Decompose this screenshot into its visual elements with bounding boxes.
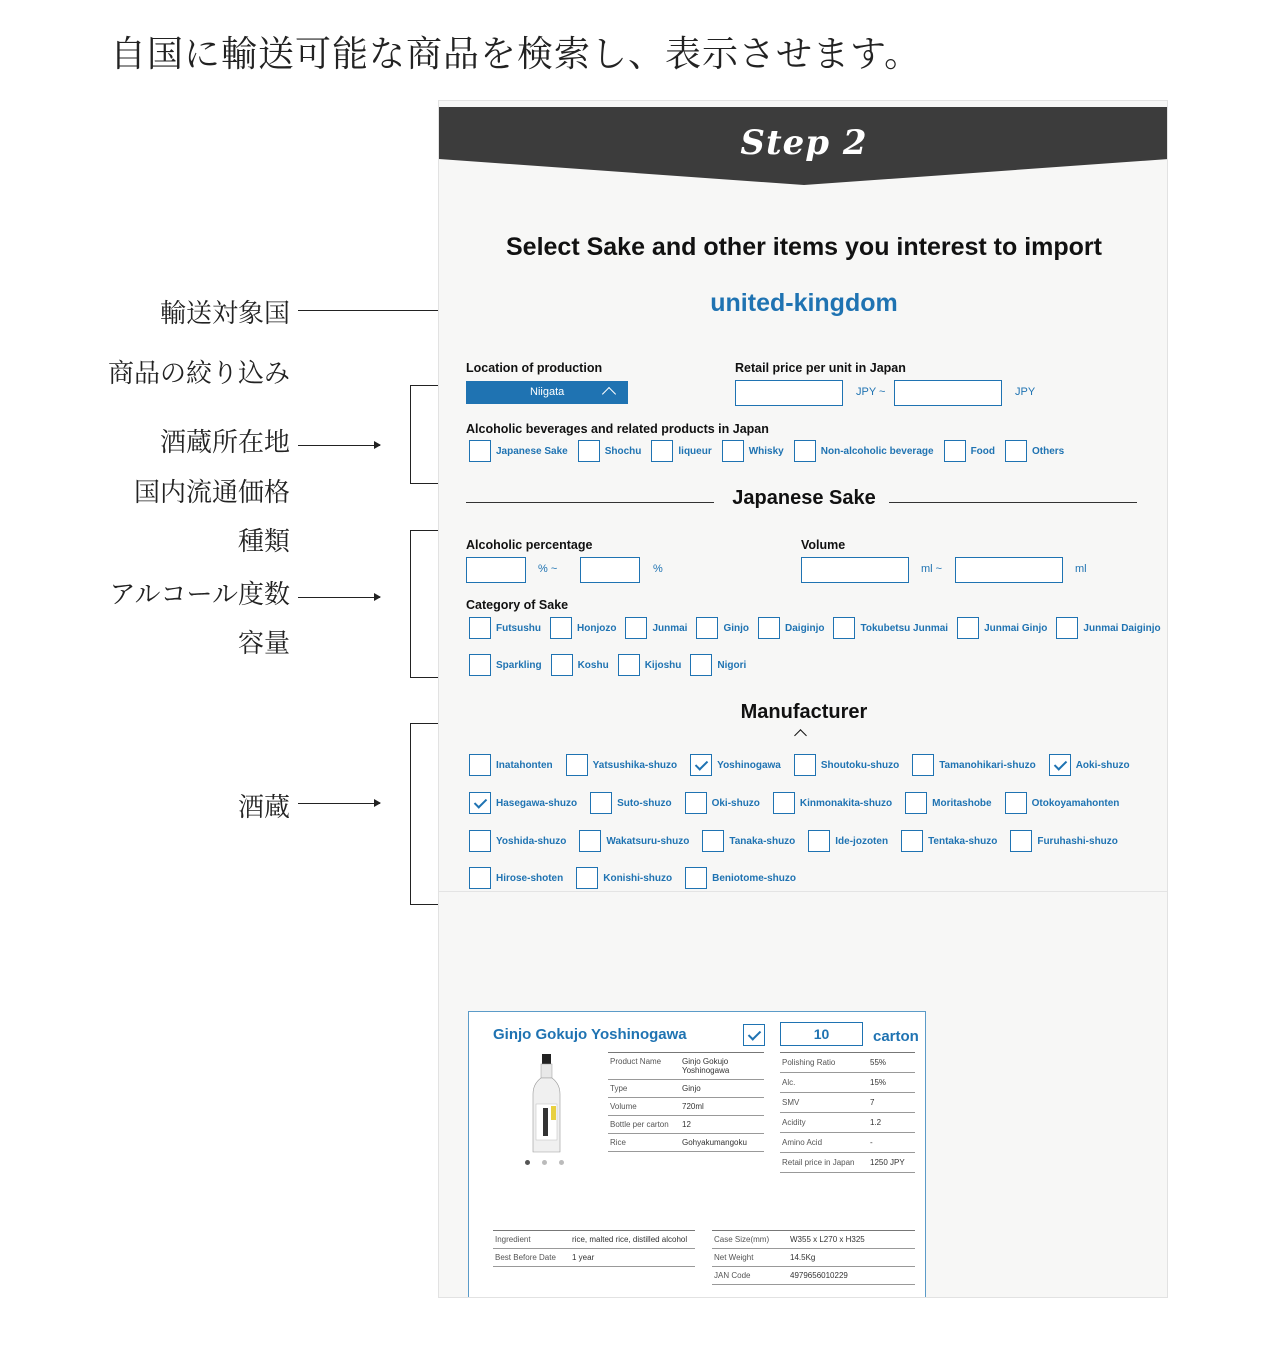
manufacturer-yoshinogawa[interactable] [690, 754, 781, 776]
manufacturer-row-1 [469, 754, 1143, 776]
carousel-dot[interactable] [559, 1160, 564, 1165]
beverage-label: Japanese Sake [496, 445, 568, 457]
manufacturer-wakatsuru-shuzo[interactable] [579, 830, 689, 852]
sake-section-title: Japanese Sake [732, 487, 876, 509]
manufacturer-checkbox[interactable] [576, 867, 598, 889]
beverage-label: Food [970, 445, 995, 457]
spec-row [780, 1133, 915, 1153]
manufacturer-label: Oki-shuzo [711, 797, 760, 809]
manufacturer-checkbox[interactable] [590, 792, 612, 814]
image-carousel-dots[interactable] [525, 1160, 564, 1165]
manufacturer-konishi-shuzo[interactable] [576, 867, 672, 889]
spec-row [493, 1231, 695, 1249]
manufacturer-ide-jozoten[interactable] [808, 830, 888, 852]
manufacturer-checkbox[interactable] [1010, 830, 1032, 852]
spec-value: 15% [870, 1078, 887, 1087]
spec-key: Volume [610, 1102, 637, 1111]
manufacturer-suto-shuzo[interactable] [590, 792, 671, 814]
manufacturer-checkbox[interactable] [702, 830, 724, 852]
category-junmai-daiginjo[interactable] [1056, 617, 1160, 639]
beverage-checkbox[interactable] [794, 440, 816, 462]
beverage-food[interactable] [944, 440, 995, 462]
quantity-input[interactable]: 10 [780, 1022, 863, 1046]
spec-table-bottom-left [493, 1230, 695, 1267]
manufacturer-otokoyamahonten[interactable] [1005, 792, 1120, 814]
manufacturer-row-3 [469, 830, 1131, 852]
manufacturer-title: Manufacturer [740, 701, 868, 723]
manufacturer-checkbox[interactable] [905, 792, 927, 814]
spec-key: Rice [610, 1138, 627, 1147]
beverage-shochu[interactable] [578, 440, 642, 462]
beverage-japanese-sake[interactable] [469, 440, 568, 462]
category-kijoshu[interactable] [618, 654, 682, 676]
spec-value: 1250 JPY [870, 1158, 905, 1167]
spec-key: Type [610, 1084, 628, 1093]
annotation-target-country: 輸送対象国 [159, 299, 290, 329]
beverage-liqueur[interactable] [651, 440, 711, 462]
spec-key: Acidity [782, 1118, 806, 1127]
manufacturer-tanaka-shuzo[interactable] [702, 830, 795, 852]
spec-row [780, 1073, 915, 1093]
spec-key: Polishing Ratio [782, 1058, 836, 1067]
manufacturer-aoki-shuzo[interactable] [1049, 754, 1130, 776]
category-checkbox[interactable] [1056, 617, 1078, 639]
quantity-unit: carton [873, 1028, 919, 1045]
spec-table-right [780, 1052, 915, 1173]
manufacturer-checkbox[interactable] [469, 792, 491, 814]
product-title: Ginjo Gokujo Yoshinogawa [493, 1026, 687, 1043]
category-label: Ginjo [723, 622, 750, 634]
category-row-2 [469, 654, 755, 676]
manufacturer-label: Suto-shuzo [617, 797, 672, 809]
country-name: united-kingdom [710, 289, 898, 317]
manufacturer-yoshida-shuzo[interactable] [469, 830, 566, 852]
manufacturer-label: Otokoyamahonten [1031, 797, 1120, 809]
product-select-checkbox[interactable] [743, 1024, 765, 1046]
volume-max-input[interactable] [955, 557, 1063, 583]
category-futsushu[interactable] [469, 617, 541, 639]
manufacturer-label: Yoshida-shuzo [496, 835, 567, 847]
annotation-domestic-price: 国内流通価格 [133, 478, 290, 508]
manufacturer-label: Konishi-shuzo [603, 872, 673, 884]
category-sparkling[interactable] [469, 654, 542, 676]
spec-value: Ginjo [682, 1084, 701, 1093]
manufacturer-label: Aoki-shuzo [1075, 759, 1130, 771]
category-label: Nigori [717, 659, 747, 671]
spec-row [608, 1080, 764, 1098]
category-checkbox[interactable] [957, 617, 979, 639]
alcohol-min-input[interactable] [466, 557, 526, 583]
category-nigori[interactable] [690, 654, 746, 676]
beverages-label: Alcoholic beverages and related products in Japan [466, 422, 769, 436]
spec-key: Retail price in Japan [782, 1158, 855, 1167]
manufacturer-hirose-shoten[interactable] [469, 867, 563, 889]
manufacturer-checkbox[interactable] [773, 792, 795, 814]
category-ginjo[interactable] [696, 617, 749, 639]
spec-key: JAN Code [714, 1271, 751, 1280]
spec-row [608, 1098, 764, 1116]
spec-row [608, 1134, 764, 1152]
location-label: Location of production [466, 361, 603, 375]
category-label: Junmai Daiginjo [1083, 622, 1161, 634]
manufacturer-checkbox[interactable] [690, 754, 712, 776]
annotation-capacity: 容量 [237, 629, 290, 659]
beverage-label: Non-alcoholic beverage [820, 445, 934, 457]
spec-value: 1 year [572, 1253, 595, 1262]
manufacturer-row-4 [469, 867, 809, 889]
category-label: Koshu [577, 659, 609, 671]
bracket-filters [410, 385, 440, 484]
category-checkbox[interactable] [550, 617, 572, 639]
spec-key: Net Weight [714, 1253, 754, 1262]
spec-table-left [608, 1052, 764, 1152]
annotation-type: 種類 [237, 527, 290, 557]
manufacturer-checkbox[interactable] [469, 867, 491, 889]
category-checkbox[interactable] [625, 617, 647, 639]
manufacturer-label: Yoshinogawa [717, 759, 781, 771]
category-label: Kijoshu [644, 659, 682, 671]
beverage-checkbox[interactable] [469, 440, 491, 462]
manufacturer-label: Hirose-shoten [496, 872, 564, 884]
beverage-checkbox[interactable] [944, 440, 966, 462]
price-unit-to: JPY [1015, 386, 1036, 398]
beverage-checkbox[interactable] [651, 440, 673, 462]
spec-value: 55% [870, 1058, 887, 1067]
spec-value: 14.5Kg [790, 1253, 816, 1262]
category-row-1 [469, 617, 1168, 639]
sake-bottle-image[interactable] [495, 1052, 597, 1155]
spec-row [712, 1231, 915, 1249]
beverage-whisky[interactable] [722, 440, 784, 462]
category-junmai-ginjo[interactable] [957, 617, 1047, 639]
manufacturer-label: Tentaka-shuzo [928, 835, 998, 847]
manufacturer-checkbox[interactable] [1005, 792, 1027, 814]
price-unit-from: JPY ~ [856, 386, 886, 398]
alcohol-max-input[interactable] [580, 557, 640, 583]
spec-key: Product Name [610, 1057, 662, 1066]
category-checkbox[interactable] [551, 654, 573, 676]
spec-row [493, 1249, 695, 1267]
volume-unit-from: ml ~ [921, 563, 943, 575]
manufacturer-checkbox[interactable] [685, 792, 707, 814]
annotation-brewery: 酒蔵 [237, 793, 290, 823]
price-min-input[interactable] [735, 380, 843, 406]
category-label: Honjozo [577, 622, 617, 634]
bracket-sake [410, 530, 440, 678]
volume-min-input[interactable] [801, 557, 909, 583]
spec-value: 7 [870, 1098, 875, 1107]
spec-key: Amino Acid [782, 1138, 823, 1147]
bracket-manufacturer [410, 723, 440, 905]
manufacturer-label: Furuhashi-shuzo [1037, 835, 1118, 847]
category-label: Tokubetsu Junmai [860, 622, 949, 634]
spec-key: Ingredient [495, 1235, 531, 1244]
category-label: Futsushu [496, 622, 541, 634]
category-junmai[interactable] [625, 617, 687, 639]
manufacturer-checkbox[interactable] [912, 754, 934, 776]
volume-unit-to: ml [1075, 563, 1087, 575]
category-koshu[interactable] [551, 654, 609, 676]
category-checkbox[interactable] [758, 617, 780, 639]
manufacturer-label: Hasegawa-shuzo [496, 797, 578, 809]
beverage-checkbox[interactable] [722, 440, 744, 462]
beverage-checkbox[interactable] [1005, 440, 1027, 462]
manufacturer-checkbox[interactable] [469, 754, 491, 776]
annotation-filter: 商品の絞り込み [107, 359, 290, 389]
manufacturer-inatahonten[interactable] [469, 754, 553, 776]
category-label: Category of Sake [466, 598, 569, 612]
manufacturer-label: Yatsushika-shuzo [592, 759, 678, 771]
category-daiginjo[interactable] [758, 617, 824, 639]
arrow-alcohol [298, 597, 380, 598]
beverage-label: Whisky [748, 445, 784, 457]
manufacturer-oki-shuzo[interactable] [685, 792, 760, 814]
beverage-label: liqueur [678, 445, 712, 457]
manufacturer-label: Kinmonakita-shuzo [799, 797, 893, 809]
alcohol-unit-from: % ~ [538, 563, 558, 575]
manufacturer-yatsushika-shuzo[interactable] [566, 754, 677, 776]
manufacturer-moritashobe[interactable] [905, 792, 991, 814]
manufacturer-checkbox[interactable] [808, 830, 830, 852]
spec-key: Case Size(mm) [714, 1235, 770, 1244]
spec-value: rice, malted rice, distilled alcohol [572, 1235, 688, 1244]
manufacturer-checkbox[interactable] [469, 830, 491, 852]
spec-row [780, 1093, 915, 1113]
location-select[interactable] [466, 381, 628, 404]
chevron-up-icon[interactable] [794, 729, 807, 742]
screenshot-panel [438, 100, 1168, 1298]
beverage-label: Shochu [604, 445, 642, 457]
manufacturer-checkbox[interactable] [1049, 754, 1071, 776]
spec-row [608, 1116, 764, 1134]
price-max-input[interactable] [894, 380, 1002, 406]
category-checkbox[interactable] [469, 617, 491, 639]
spec-key: Best Before Date [495, 1253, 556, 1262]
spec-row [780, 1113, 915, 1133]
category-label: Daiginjo [785, 622, 825, 634]
arrow-brewery [298, 803, 380, 804]
beverage-checkbox[interactable] [578, 440, 600, 462]
beverages-row [469, 440, 1074, 462]
alcohol-unit-to: % [653, 563, 663, 575]
manufacturer-label: Tamanohikari-shuzo [939, 759, 1036, 771]
main-title: Select Sake and other items you interest to import [506, 233, 1102, 261]
volume-label: Volume [801, 538, 846, 552]
category-label: Junmai [652, 622, 688, 634]
beverage-non-alcoholic-beverage[interactable] [794, 440, 934, 462]
category-label: Sparkling [496, 659, 542, 671]
manufacturer-beniotome-shuzo[interactable] [685, 867, 796, 889]
spec-key: SMV [782, 1098, 800, 1107]
carousel-dot[interactable] [525, 1160, 530, 1165]
manufacturer-label: Inatahonten [496, 759, 553, 771]
category-checkbox[interactable] [618, 654, 640, 676]
spec-value: 1.2 [870, 1118, 882, 1127]
category-checkbox[interactable] [690, 654, 712, 676]
spec-value: W355 x L270 x H325 [790, 1235, 865, 1244]
spec-row [608, 1053, 764, 1080]
spec-value: Ginjo Gokujo Yoshinogawa [682, 1057, 730, 1075]
location-value: Niigata [530, 386, 565, 398]
manufacturer-checkbox[interactable] [794, 754, 816, 776]
spec-value: Gohyakumangoku [682, 1138, 747, 1147]
category-label: Junmai Ginjo [984, 622, 1048, 634]
category-checkbox[interactable] [833, 617, 855, 639]
spec-value: 12 [682, 1120, 691, 1129]
spec-row [712, 1267, 915, 1285]
beverage-others[interactable] [1005, 440, 1064, 462]
alcohol-label: Alcoholic percentage [466, 538, 593, 552]
manufacturer-label: Shoutoku-shuzo [820, 759, 900, 771]
manufacturer-checkbox[interactable] [579, 830, 601, 852]
manufacturer-tentaka-shuzo[interactable] [901, 830, 997, 852]
spec-value: - [870, 1138, 873, 1147]
category-honjozo[interactable] [550, 617, 616, 639]
price-label: Retail price per unit in Japan [735, 361, 906, 375]
manufacturer-label: Tanaka-shuzo [729, 835, 796, 847]
spec-table-bottom-right [712, 1230, 915, 1285]
manufacturer-shoutoku-shuzo[interactable] [794, 754, 899, 776]
manufacturer-label: Moritashobe [932, 797, 992, 809]
manufacturer-furuhashi-shuzo[interactable] [1010, 830, 1118, 852]
page-heading: 自国に輸送可能な商品を検索し、表示させます。 [110, 34, 922, 75]
step-label: Step 2 [740, 123, 868, 163]
results-divider [439, 891, 1168, 892]
manufacturer-label: Wakatsuru-shuzo [606, 835, 690, 847]
spec-row [780, 1053, 915, 1073]
category-tokubetsu-junmai[interactable] [833, 617, 948, 639]
spec-key: Alc. [782, 1078, 796, 1087]
category-checkbox[interactable] [469, 654, 491, 676]
spec-key: Bottle per carton [610, 1120, 669, 1129]
category-checkbox[interactable] [696, 617, 718, 639]
manufacturer-hasegawa-shuzo[interactable] [469, 792, 577, 814]
spec-value: 4979656010229 [790, 1271, 848, 1280]
product-card[interactable] [468, 1011, 926, 1298]
annotation-alcohol: アルコール度数 [109, 580, 290, 610]
carousel-dot[interactable] [542, 1160, 547, 1165]
annotation-brewery-location: 酒蔵所在地 [159, 428, 290, 458]
arrow-brewery-location [298, 445, 380, 446]
manufacturer-tamanohikari-shuzo[interactable] [912, 754, 1036, 776]
manufacturer-label: Ide-jozoten [835, 835, 889, 847]
manufacturer-label: Beniotome-shuzo [712, 872, 797, 884]
beverage-label: Others [1032, 445, 1065, 457]
spec-row [712, 1249, 915, 1267]
manufacturer-checkbox[interactable] [566, 754, 588, 776]
spec-row [780, 1153, 915, 1173]
manufacturer-row-2 [469, 792, 1132, 814]
manufacturer-checkbox[interactable] [685, 867, 707, 889]
manufacturer-kinmonakita-shuzo[interactable] [773, 792, 892, 814]
manufacturer-checkbox[interactable] [901, 830, 923, 852]
spec-value: 720ml [682, 1102, 704, 1111]
chevron-up-icon [602, 387, 616, 401]
